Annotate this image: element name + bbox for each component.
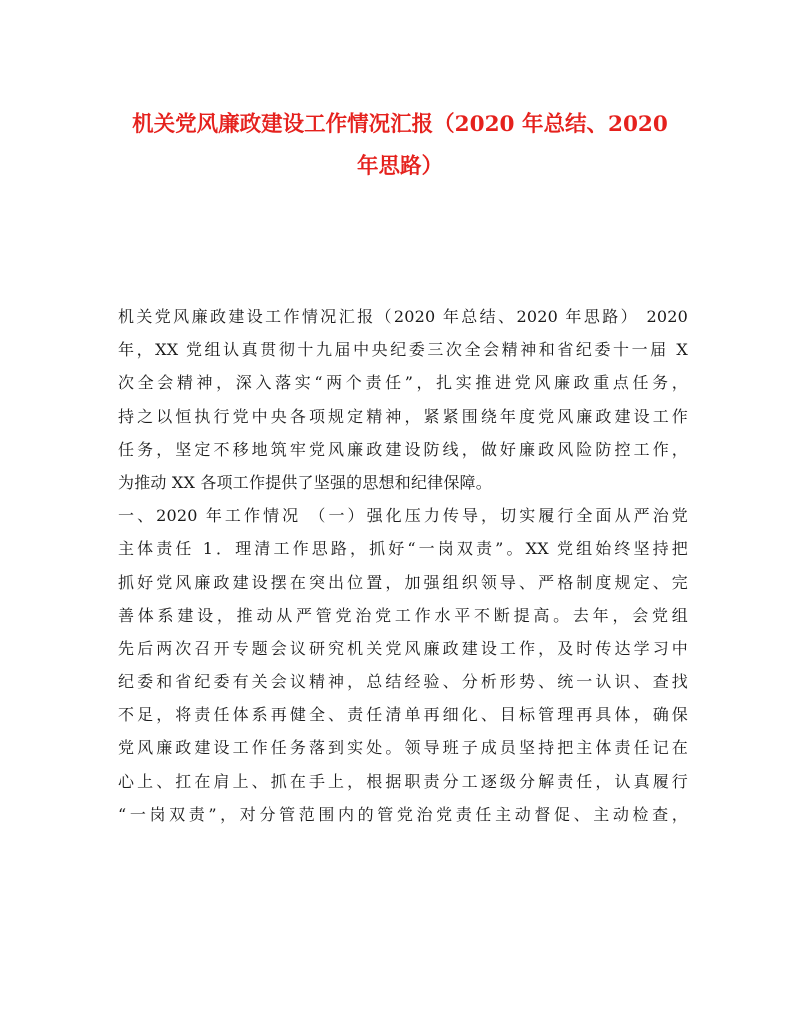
body-line: 党风廉政建设工作任务落到实处。领导班子成员坚持把主体责任记在 — [118, 738, 688, 758]
body-line: 次全会精神，深入落实“两个责任”，扎实推进党风廉政重点任务， — [118, 373, 688, 393]
title-line-1: 机关党风廉政建设工作情况汇报（2020 年总结、2020 — [132, 112, 668, 137]
body-line: 机关党风廉政建设工作情况汇报（2020 年总结、2020 年思路） 2020 — [118, 307, 688, 326]
document-body — [118, 300, 688, 831]
body-line: 持之以恒执行党中央各项规定精神，紧紧围绕年度党风廉政建设工作 — [118, 406, 688, 426]
body-line: 任务，坚定不移地筑牢党风廉政建设防线，做好廉政风险防控工作， — [118, 439, 688, 459]
body-line: 心上、扛在肩上、抓在手上，根据职责分工逐级分解责任，认真履行 — [118, 771, 688, 791]
body-line: 先后两次召开专题会议研究机关党风廉政建设工作，及时传达学习中 — [118, 638, 688, 658]
body-line: 主体责任 1．理清工作思路，抓好“一岗双责”。XX 党组始终坚持把 — [118, 539, 688, 559]
body-line: 为推动 XX 各项工作提供了坚强的思想和纪律保障。 — [118, 472, 492, 492]
body-line: 抓好党风廉政建设摆在突出位置，加强组织领导、严格制度规定、完 — [118, 572, 688, 592]
body-line: 一、2020 年工作情况 （一）强化压力传导，切实履行全面从严治党 — [118, 506, 688, 526]
body-line: 纪委和省纪委有关会议精神，总结经验、分析形势、统一认识、查找 — [118, 672, 688, 692]
body-line: “一岗双责”，对分管范围内的管党治党责任主动督促、主动检查， — [118, 804, 688, 824]
body-line: 善体系建设，推动从严管党治党工作水平不断提高。去年，会党组 — [118, 605, 688, 625]
document-title — [110, 104, 690, 188]
body-line: 不足，将责任体系再健全、责任清单再细化、目标管理再具体，确保 — [118, 705, 688, 725]
title-line-2: 年思路） — [356, 154, 443, 179]
body-line: 年，XX 党组认真贯彻十九届中央纪委三次全会精神和省纪委十一届 X — [118, 340, 688, 360]
